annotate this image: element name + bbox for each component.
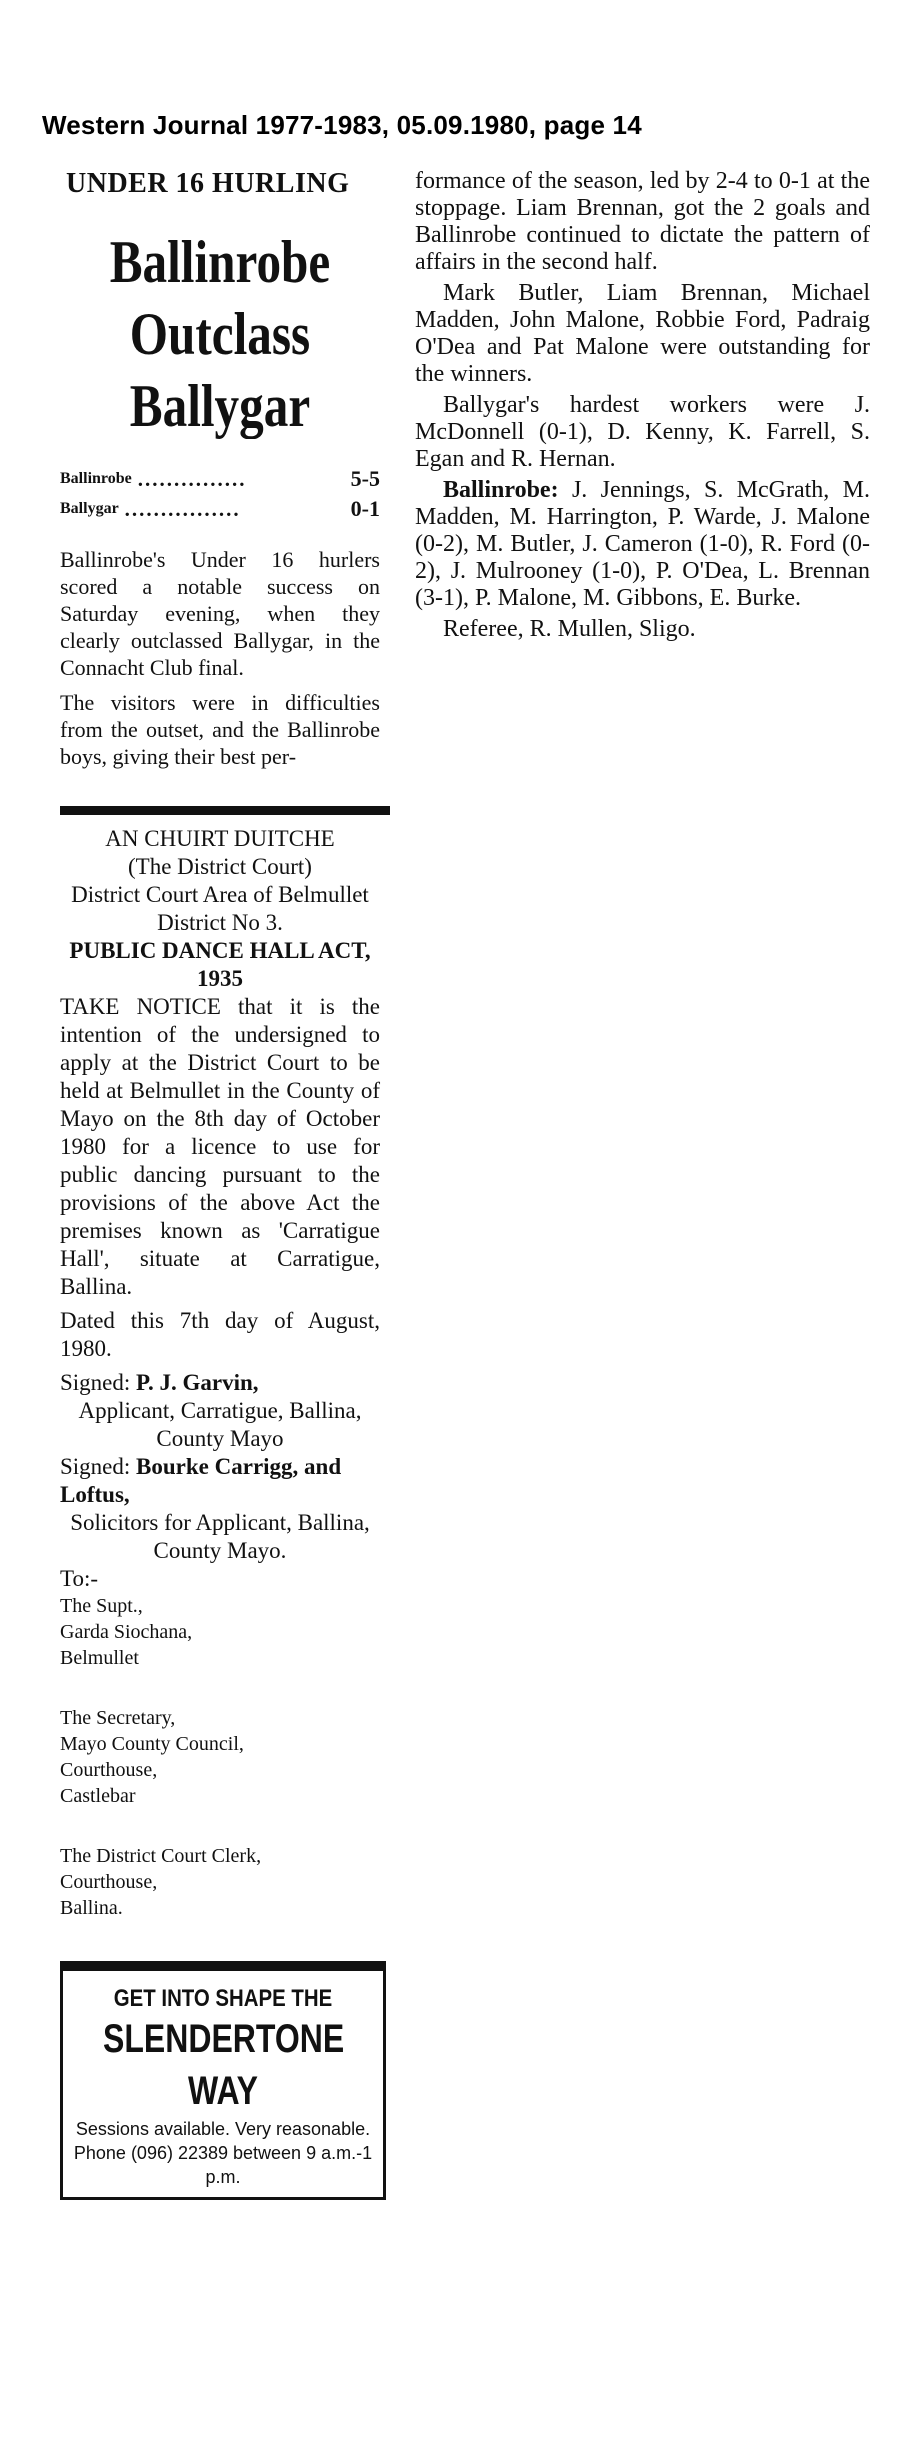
notice-title: AN CHUIRT DUITCHE	[105, 826, 335, 851]
notice-body: TAKE NOTICE that it is the intention of the undersigned to apply at the District Court to be held at Belmullet in the County of Mayo on the 8th day of October 1980 for a licence to use for public dancing pursuant to the provisions of the above Act the premises known as 'Carratigue Hall', situate at Carratigue, Ballina.	[60, 994, 380, 1299]
page-caption: Western Journal 1977-1983, 05.09.1980, page 14	[42, 110, 642, 140]
recipient-line: Ballina.	[60, 1897, 123, 1919]
signed-name: Bourke Carrigg, and Loftus,	[60, 1454, 342, 1507]
lineup-text: J. Jennings, S. McGrath, M. Madden, M. Harrington, P. Warde, J. Malone (0-2), M. Butler, J. Cameron (1-0), R. Ford (0-2), J. Mulrooney (1-0), P. O'Dea, L. Brennan (3-1), P. Malone, M. Gibbons, E. Burke.	[415, 477, 871, 611]
article-paragraph: Mark Butler, Liam Brennan, Michael Madden, John Malone, Robbie Ford, Padraig O'Dea and Pat Malone were outstanding for the winners.	[415, 280, 870, 387]
signed-role: Solicitors for Applicant, Ballina, County Mayo.	[70, 1510, 370, 1563]
lineup-paragraph	[415, 477, 870, 612]
notice-dated: Dated this 7th day of August, 1980.	[60, 1308, 380, 1361]
recipient-block	[60, 1843, 380, 1921]
article-body-right	[415, 168, 870, 643]
recipient-line: The Supt.,	[60, 1595, 143, 1617]
headline-line: Ballinrobe	[109, 229, 331, 295]
article-kicker: UNDER 16 HURLING	[66, 168, 350, 199]
slendertone-advert	[60, 1961, 386, 2200]
legal-notice	[60, 825, 380, 1921]
signed-role: Applicant, Carratigue, Ballina, County Mayo	[78, 1398, 362, 1451]
left-column	[60, 168, 380, 2200]
recipient-line: Garda Siochana,	[60, 1621, 193, 1643]
recipient-line: Mayo County Council,	[60, 1733, 244, 1755]
notice-area: District Court Area of Belmullet	[71, 882, 369, 907]
score-team: Ballygar	[60, 500, 119, 517]
recipient-line: The District Court Clerk,	[60, 1845, 262, 1867]
advert-body: Sessions available. Very reasonable. Phone (096) 22389 between 9 a.m.-1 p.m.	[73, 2119, 373, 2187]
score-result: 5-5	[350, 466, 380, 491]
score-result: 0-1	[350, 496, 380, 521]
lineup-label: Ballinrobe:	[443, 477, 559, 503]
recipient-line: Castlebar	[60, 1785, 136, 1807]
article-headline	[89, 226, 351, 442]
recipient-line: The Secretary,	[60, 1707, 176, 1729]
headline-line: Outclass	[129, 301, 311, 367]
recipient-line: Courthouse,	[60, 1759, 158, 1781]
signed-label: Signed:	[60, 1370, 131, 1395]
advert-line-1: GET INTO SHAPE THE	[113, 1985, 333, 2012]
notice-act: PUBLIC DANCE HALL ACT, 1935	[69, 938, 371, 991]
referee-line: Referee, R. Mullen, Sligo.	[443, 616, 696, 642]
article-body-left	[60, 546, 380, 770]
article-paragraph: Ballinrobe's Under 16 hurlers scored a notable success on Saturday evening, when they clearly outclassed Ballygar, in the Connacht Club final.	[60, 547, 380, 680]
notice-signature-1	[60, 1369, 380, 1397]
score-team: Ballinrobe	[60, 470, 132, 487]
notice-to: To:-	[60, 1566, 98, 1591]
advert-line-3: WAY	[188, 2069, 258, 2113]
headline-line: Ballygar	[129, 373, 311, 439]
score-leader: ...............	[137, 467, 247, 491]
article-paragraph: formance of the season, led by 2-4 to 0-1 at the stoppage. Liam Brennan, got the 2 goals and Ballinrobe continued to dictate the pattern of affairs in the second half.	[415, 168, 870, 275]
recipient-block	[60, 1593, 380, 1671]
score-line	[60, 494, 380, 524]
recipient-line: Courthouse,	[60, 1871, 158, 1893]
article-paragraph: Ballygar's hardest workers were J. McDonnell (0-1), D. Kenny, K. Farrell, S. Egan and R. Hernan.	[415, 392, 870, 472]
notice-district: District No 3.	[157, 910, 283, 935]
recipient-block	[60, 1705, 380, 1809]
signed-label: Signed:	[60, 1454, 131, 1479]
recipient-line: Belmullet	[60, 1647, 139, 1669]
score-line	[60, 464, 380, 494]
notice-signature-2	[60, 1453, 380, 1509]
advert-line-2: SLENDERTONE	[103, 2017, 345, 2061]
score-leader: ................	[124, 497, 241, 521]
article-paragraph: The visitors were in difficulties from the outset, and the Ballinrobe boys, giving their best per-	[60, 690, 380, 769]
right-column	[415, 168, 870, 647]
signed-name: P. J. Garvin,	[136, 1370, 259, 1395]
divider-rule	[60, 806, 390, 815]
notice-subtitle: (The District Court)	[128, 854, 312, 879]
